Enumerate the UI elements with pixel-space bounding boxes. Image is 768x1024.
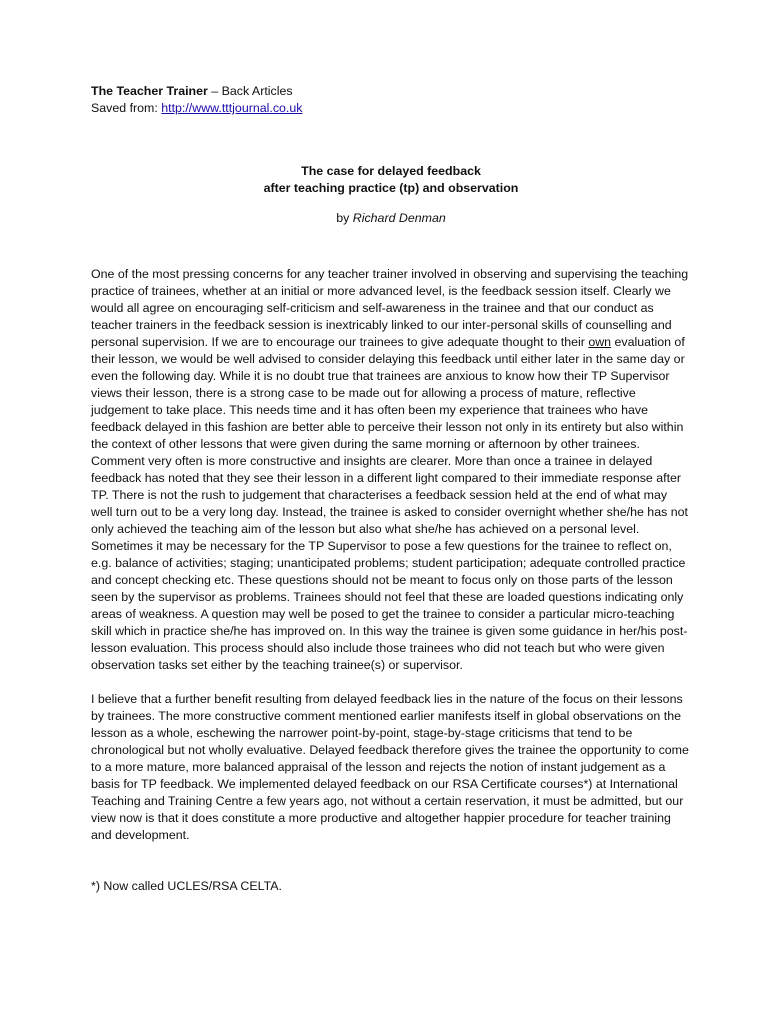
article-byline (91, 210, 691, 227)
paragraph-1-part-1: One of the most pressing concerns for any teacher trainer involved in observing and supervising the teaching practice of trainees, whether at an initial or more advanced level, is the feedback session itself. Clearly we would all agree on encouraging self-criticism and self-awareness in the trainee and that our conduct as teacher trainers in the feedback session is inextricably linked to our inter-personal skills of counselling and personal supervision. If we are to encourage our trainees to give adequate thought to their (91, 267, 689, 349)
document-page (91, 83, 691, 895)
journal-name: The Teacher Trainer (91, 84, 208, 98)
journal-suffix: – Back Articles (207, 84, 293, 98)
article-title (91, 163, 691, 197)
byline-label: by (336, 211, 353, 225)
article-title-line-2: after teaching practice (tp) and observation (263, 181, 519, 195)
saved-from-line (91, 100, 691, 117)
paragraph-1 (91, 266, 691, 674)
paragraph-2: I believe that a further benefit resulting from delayed feedback lies in the nature of the focus on their lessons by trainees. The more constructive comment mentioned earlier manifests itself in global observations on the lesson as a whole, eschewing the narrower point-by-point, stage-by-stage criticisms that tend to be chronological but not wholly evaluative. Delayed feedback therefore gives the trainee the opportunity to come to a more mature, more balanced appraisal of the lesson and rejects the notion of instant judgement as a basis for TP feedback. We implemented delayed feedback on our RSA Certificate courses*) at International Teaching and Training Centre a few years ago, not without a certain reservation, it must be admitted, but our view now is that it does constitute a more productive and altogether happier procedure for teacher training and development. (91, 692, 689, 842)
author-name: Richard Denman (352, 211, 446, 225)
paragraph-1-underlined-word: own (588, 335, 612, 349)
saved-from-link[interactable]: http://www.tttjournal.co.uk (161, 101, 303, 115)
saved-from-label: Saved from: (91, 101, 162, 115)
paragraph-1-part-2: evaluation of their lesson, we would be well advised to consider delaying this feedback until either later in the same day or even the following day. While it is no doubt true that trainees are anxious to know how their TP Supervisor views their lesson, there is a strong case to be made out for allowing a process of mature, reflective judgement to take place. This needs time and it has often been my experience that trainees who have feedback delayed in this fashion are better able to perceive their lesson not only in its entirety but also within the context of other lessons that were given during the same morning or afternoon by other trainees. Comment very often is more constructive and insights are clearer. More than once a trainee in delayed feedback has noted that they see their lesson in a different light compared to their immediate response after TP. There is not the rush to judgement that characterises a feedback session held at the end of what may well turn out to be a very long day. Instead, the trainee is asked to consider overnight whether she/he has not only achieved the teaching aim of the lesson but also what she/he has achieved on a personal level. Sometimes it may be necessary for the TP Supervisor to pose a few questions for the trainee to reflect on, e.g. balance of activities; staging; unanticipated problems; student participation; adequate controlled practice and concept checking etc. These questions should not be meant to focus only on those parts of the lesson seen by the supervisor as problems. Trainees should not feel that these are loaded questions indicating only areas of weakness. A question may well be posed to get the trainee to consider a particular micro-teaching skill which in practice she/he has improved on. In this way the trainee is given some guidance in her/his post-lesson evaluation. This process should also include those trainees who did not teach but who were given observation tasks set either by the teaching trainee(s) or supervisor. (91, 335, 688, 672)
journal-header (91, 83, 691, 100)
article-title-line-1: The case for delayed feedback (301, 164, 481, 178)
footnote: *) Now called UCLES/RSA CELTA. (91, 879, 282, 893)
article-body (91, 266, 691, 844)
